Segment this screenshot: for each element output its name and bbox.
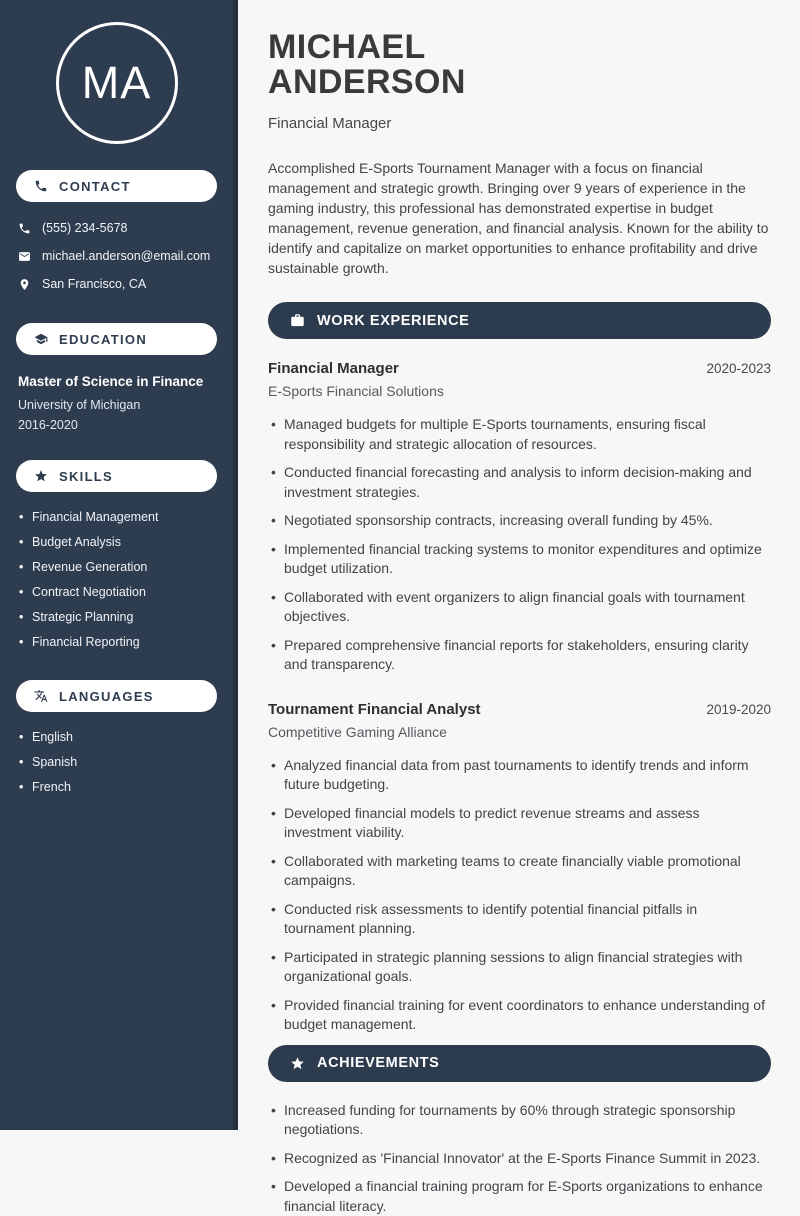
contact-row-email [0,242,233,270]
skills-title: SKILLS [59,469,113,484]
contact-section-header [16,170,217,202]
person-first-name: MICHAEL [268,30,771,65]
phone-icon [34,179,48,193]
translate-icon [34,689,48,703]
job-entry [268,701,771,1035]
job-bullet-list [268,415,771,675]
job-bullet: • Conducted risk assessments to identify potential financial pitfalls in tournament planning. [268,900,771,939]
contact-list [0,214,233,298]
job-bullet: • Analyzed financial data from past tournaments to identify trends and inform future budgeting. [268,756,771,795]
job-head [268,360,771,377]
skill-item: • Contract Negotiation [0,580,233,605]
job-head [268,701,771,718]
avatar-initials: MA [82,57,152,109]
person-last-name: ANDERSON [268,65,771,100]
job-bullet: • Conducted financial forecasting and analysis to inform decision-making and investment strategies. [268,463,771,502]
profile-summary: Accomplished E-Sports Tournament Manager with a focus on financial management and strategic growth. Bringing over 9 years of experience in the gaming industry, this professional has demonstrated expertise in budget management, revenue generation, and financial analysis. Known for the ability to identify and capitalize on market opportunities to enhance profitability and drive sustainable growth. [268,158,771,278]
education-title: EDUCATION [59,332,147,347]
work-experience-section-header [268,302,771,339]
contact-row-location [0,270,233,298]
star-icon [290,1056,305,1071]
job-dates: 2020-2023 [706,361,771,376]
skills-list [0,505,233,655]
job-role: Financial Manager [268,360,399,377]
education-years: 2016-2020 [18,415,215,435]
contact-title: CONTACT [59,179,131,194]
mail-icon [18,250,31,263]
person-job-title: Financial Manager [268,115,771,132]
sidebar [0,0,238,1130]
language-item: • French [0,775,233,800]
contact-phone-text: (555) 234-5678 [42,221,127,235]
achievements-list [268,1101,771,1216]
education-degree: Master of Science in Finance [18,372,215,392]
job-bullet: • Implemented financial tracking systems to monitor expenditures and optimize budget utilization. [268,540,771,579]
briefcase-icon [290,313,305,328]
education-school: University of Michigan [18,395,215,415]
language-item: • Spanish [0,750,233,775]
job-role: Tournament Financial Analyst [268,701,481,718]
job-bullet: • Developed financial models to predict revenue streams and assess investment viability. [268,804,771,843]
phone-icon [18,222,31,235]
avatar-wrap [0,0,233,144]
skill-item: • Financial Management [0,505,233,530]
job-bullet: • Collaborated with marketing teams to create financially viable promotional campaigns. [268,852,771,891]
language-item: • English [0,725,233,750]
achievements-section-header [268,1045,771,1082]
education-section-header [16,323,217,355]
contact-email-text: michael.anderson@email.com [42,249,210,263]
graduation-cap-icon [34,332,48,346]
skill-item: • Budget Analysis [0,530,233,555]
languages-title: LANGUAGES [59,689,154,704]
job-bullet: • Managed budgets for multiple E-Sports tournaments, ensuring fiscal responsibility and strategic allocation of resources. [268,415,771,454]
contact-location-text: San Francisco, CA [42,277,146,291]
achievement-item: • Increased funding for tournaments by 60% through strategic sponsorship negotiations. [268,1101,771,1140]
skill-item: • Strategic Planning [0,605,233,630]
languages-section-header [16,680,217,712]
contact-row-phone [0,214,233,242]
job-bullet: • Participated in strategic planning sessions to align financial strategies with organizational goals. [268,948,771,987]
achievement-item: • Developed a financial training program for E-Sports organizations to enhance financial literacy. [268,1177,771,1216]
job-dates: 2019-2020 [706,702,771,717]
star-icon [34,469,48,483]
languages-list [0,725,233,800]
achievement-item: • Recognized as 'Financial Innovator' at the E-Sports Finance Summit in 2023. [268,1149,771,1169]
job-company: E-Sports Financial Solutions [268,383,771,399]
job-bullet-list [268,756,771,1035]
skill-item: • Financial Reporting [0,630,233,655]
job-bullet: • Collaborated with event organizers to align financial goals with tournament objectives. [268,588,771,627]
skills-section-header [16,460,217,492]
job-bullet: • Prepared comprehensive financial reports for stakeholders, ensuring clarity and transparency. [268,636,771,675]
main-content [238,0,800,1130]
job-entry [268,360,771,675]
avatar [56,22,178,144]
skill-item: • Revenue Generation [0,555,233,580]
job-bullet: • Negotiated sponsorship contracts, increasing overall funding by 45%. [268,511,771,531]
work-experience-title: WORK EXPERIENCE [317,313,469,329]
education-block [0,355,233,435]
job-bullet: • Provided financial training for event coordinators to enhance understanding of budget management. [268,996,771,1035]
job-company: Competitive Gaming Alliance [268,724,771,740]
achievements-title: ACHIEVEMENTS [317,1055,439,1071]
location-icon [18,278,31,291]
person-name [268,30,771,100]
